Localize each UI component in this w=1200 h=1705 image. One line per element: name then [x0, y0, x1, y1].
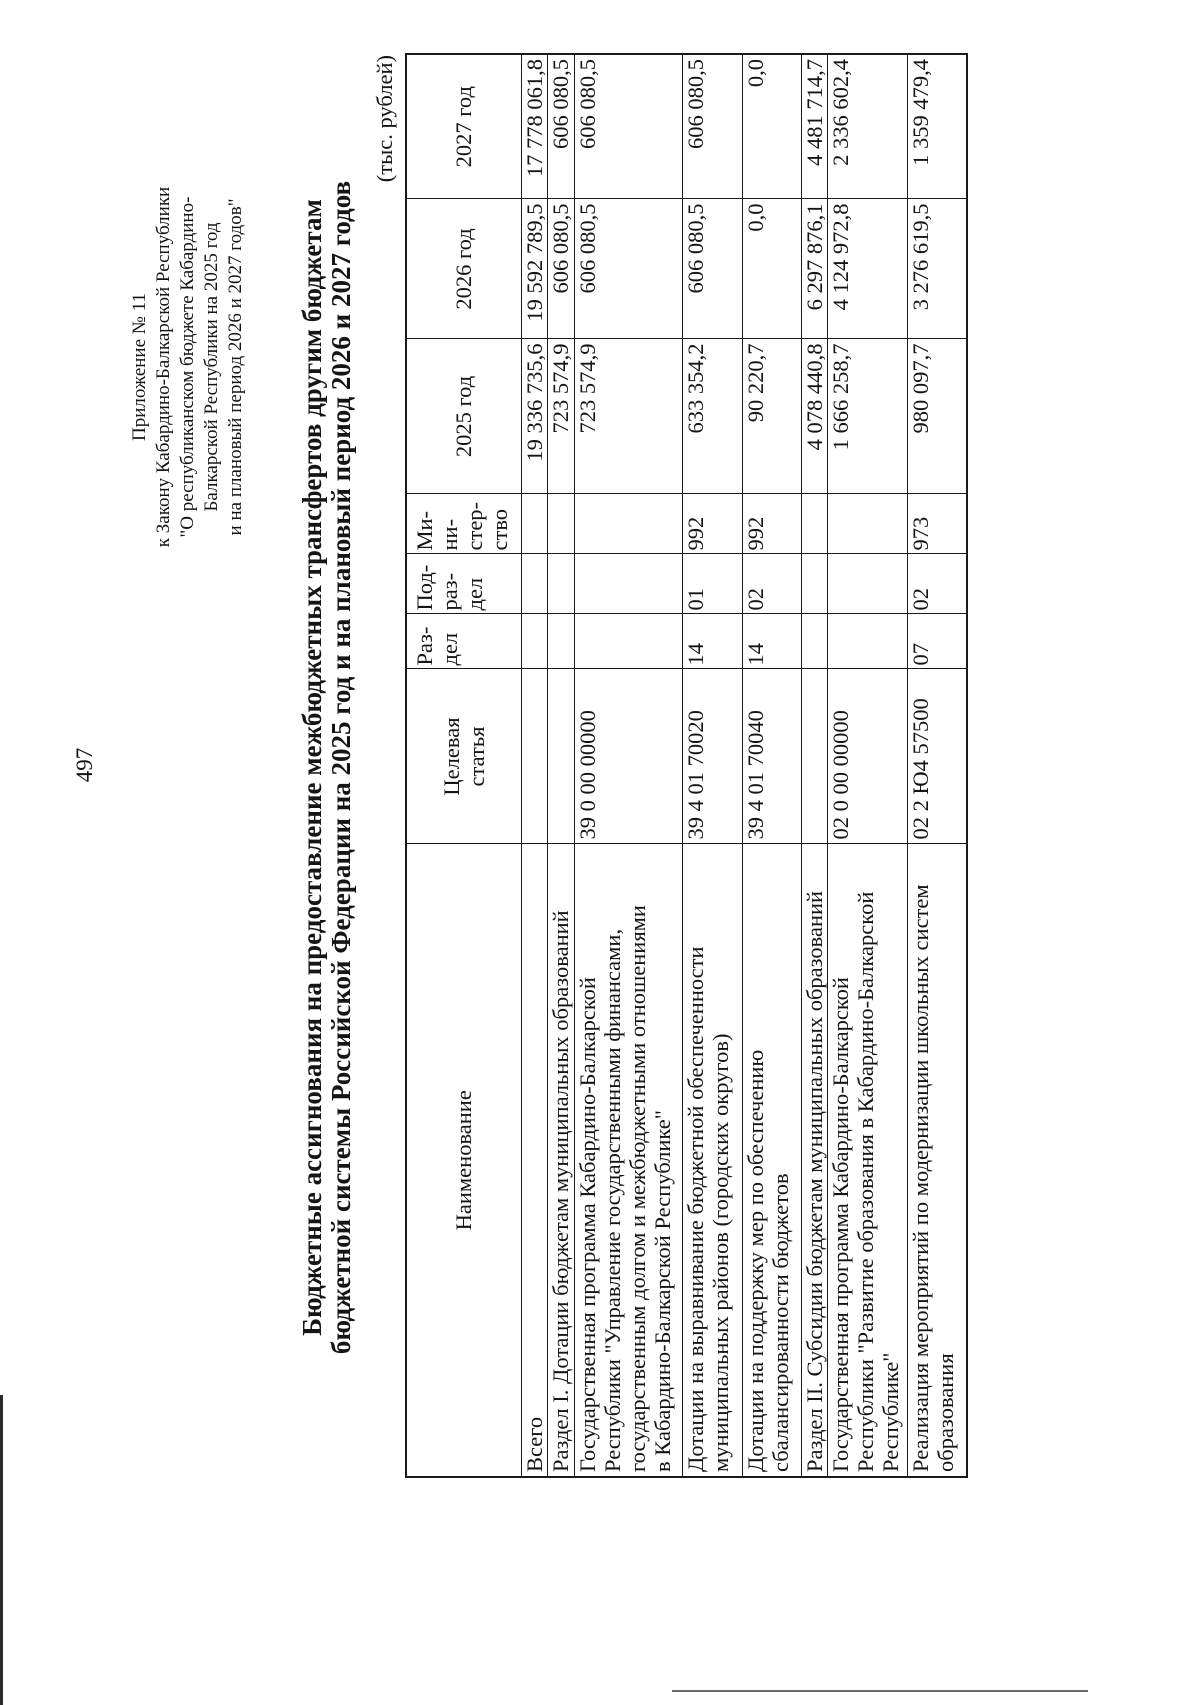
page-number: 497 [72, 747, 97, 783]
header-subsection-line: Под- [412, 564, 437, 611]
cell-ministry [521, 494, 547, 554]
cell-year-2027: 606 080,5 [682, 54, 742, 199]
table-row [682, 54, 742, 1477]
cell-year-2027: 0,0 [742, 54, 801, 199]
table-body [521, 54, 967, 1477]
scan-edge-line [672, 1690, 1088, 1692]
cell-section [827, 614, 907, 669]
cell-year-2026: 606 080,5 [547, 199, 574, 339]
cell-subsection: 01 [682, 554, 742, 614]
cell-year-2025: 723 574,9 [574, 339, 682, 494]
cell-ministry [827, 494, 907, 554]
cell-year-2025: 19 336 735,6 [521, 339, 547, 494]
header-ministry-line: Ми- [412, 510, 437, 551]
header-year-2025 [406, 339, 521, 494]
cell-target-article: 02 0 00 00000 [827, 669, 907, 844]
cell-year-2025: 633 354,2 [682, 339, 742, 494]
header-ministry-line: ни- [437, 518, 462, 551]
header-year-2025-line: 2025 год [451, 375, 477, 458]
header-ministry [406, 494, 521, 554]
cell-year-2026: 0,0 [742, 199, 801, 339]
header-name-line: Наименование [451, 1090, 477, 1231]
table-header-row [406, 54, 521, 1477]
name-line: Дотации на выравнивание бюджетной обеспеченности [682, 946, 708, 1472]
cell-subsection [547, 554, 574, 614]
cell-section [521, 614, 547, 669]
cell-target-article [547, 669, 574, 844]
name-line: в Кабардино-Балкарской Республике" [649, 1110, 675, 1472]
cell-section [547, 614, 574, 669]
table-row [742, 54, 801, 1477]
cell-target-article [801, 669, 827, 844]
header-section-line: Раз- [412, 626, 437, 666]
cell-name [742, 844, 801, 1477]
header-target-article [406, 669, 521, 844]
header-year-2027-line: 2027 год [451, 86, 477, 168]
name-line: муниципальных районов (городских округов) [707, 1033, 733, 1472]
name-line: сбалансированности бюджетов [767, 1173, 793, 1472]
cell-year-2027: 2 336 602,4 [827, 54, 907, 199]
header-year-2026-line: 2026 год [451, 228, 477, 310]
header-section-line: дел [437, 632, 462, 666]
cell-section [801, 614, 827, 669]
header-ministry-line: стер- [462, 501, 487, 551]
header-year-2026 [406, 199, 521, 339]
cell-name [827, 844, 907, 1477]
cell-subsection: 02 [742, 554, 801, 614]
header-target-article-line: статья [463, 726, 489, 787]
cell-year-2025: 980 097,7 [907, 339, 967, 494]
cell-year-2026: 3 276 619,5 [907, 199, 967, 339]
cell-year-2027: 606 080,5 [574, 54, 682, 199]
name-line: Государственная программа Кабардино-Балкарской [827, 977, 853, 1472]
name-line: Всего [521, 1416, 547, 1472]
appendix-line: Приложение № 11 [129, 293, 150, 441]
cell-target-article: 39 0 00 00000 [574, 669, 682, 844]
cell-section [574, 614, 682, 669]
cell-target-article: 02 2 Ю4 57500 [907, 669, 967, 844]
table-head [406, 54, 521, 1477]
cell-year-2025: 723 574,9 [547, 339, 574, 494]
table-row [547, 54, 574, 1477]
cell-year-2025: 1 666 258,7 [827, 339, 907, 494]
table-row [801, 54, 827, 1477]
header-name [406, 844, 521, 1477]
name-line: образования [932, 1353, 958, 1472]
header-year-2027 [406, 54, 521, 199]
cell-ministry [574, 494, 682, 554]
cell-subsection: 02 [907, 554, 967, 614]
table-row [907, 54, 967, 1477]
title-line: бюджетной системы Российской Федерации на 2025 год и на плановый период 2026 и 2027 годов [326, 180, 356, 1355]
cell-ministry [801, 494, 827, 554]
appendix-line: "О республиканском бюджете Кабардино- [177, 196, 198, 538]
cell-ministry [547, 494, 574, 554]
scan-margin-bar [0, 1395, 3, 1705]
cell-name [682, 844, 742, 1477]
title-line: Бюджетные ассигнования на предоставление межбюджетных трансфертов другим бюджетам [297, 199, 327, 1336]
cell-year-2026: 606 080,5 [574, 199, 682, 339]
cell-year-2026: 606 080,5 [682, 199, 742, 339]
cell-ministry: 973 [907, 494, 967, 554]
cell-subsection [827, 554, 907, 614]
cell-name [801, 844, 827, 1477]
cell-year-2026: 6 297 876,1 [801, 199, 827, 339]
cell-target-article: 39 4 01 70040 [742, 669, 801, 844]
cell-year-2027: 17 778 061,8 [521, 54, 547, 199]
name-line: Республики "Развитие образования в Кабардино-Балкарской [852, 891, 878, 1472]
header-subsection-line: раз- [437, 572, 462, 611]
cell-year-2027: 4 481 714,7 [801, 54, 827, 199]
cell-target-article [521, 669, 547, 844]
cell-name [907, 844, 967, 1477]
units-label: (тыс. рублей) [372, 55, 397, 183]
appendix-line: к Закону Кабардино-Балкарской Республики [153, 186, 174, 548]
cell-section: 14 [682, 614, 742, 669]
appendix-line: Балкарской Республики на 2025 год [201, 222, 222, 512]
cell-subsection [574, 554, 682, 614]
cell-target-article: 39 4 01 70020 [682, 669, 742, 844]
cell-name [521, 844, 547, 1477]
name-line: Государственная программа Кабардино-Балкарской [574, 977, 600, 1472]
header-subsection-line: дел [462, 577, 487, 611]
table-row [827, 54, 907, 1477]
cell-subsection [801, 554, 827, 614]
cell-name [547, 844, 574, 1477]
cell-year-2025: 90 220,7 [742, 339, 801, 494]
cell-year-2025: 4 078 440,8 [801, 339, 827, 494]
name-line: Раздел I. Дотации бюджетам муниципальных образований [547, 910, 573, 1472]
header-ministry-line: ство [487, 508, 512, 551]
name-line: государственным долгом и межбюджетными отношениями [624, 905, 650, 1472]
header-section [406, 614, 521, 669]
table-row [521, 54, 547, 1477]
cell-section: 14 [742, 614, 801, 669]
cell-year-2026: 19 592 789,5 [521, 199, 547, 339]
header-target-article-line: Целевая [438, 717, 464, 796]
name-line: Республике" [877, 1352, 903, 1472]
cell-year-2027: 606 080,5 [547, 54, 574, 199]
cell-year-2026: 4 124 972,8 [827, 199, 907, 339]
appendix-header [128, 117, 248, 617]
budget-table [405, 53, 968, 1478]
cell-ministry: 992 [682, 494, 742, 554]
header-subsection [406, 554, 521, 614]
document-title [298, 30, 356, 1505]
cell-name [574, 844, 682, 1477]
cell-section: 07 [907, 614, 967, 669]
cell-subsection [521, 554, 547, 614]
name-line: Раздел II. Субсидии бюджетам муниципальных образований [801, 890, 827, 1472]
appendix-line: и на плановый период 2026 и 2027 годов" [225, 198, 246, 536]
name-line: Республики "Управление государственными финансами, [599, 928, 625, 1472]
table-row [574, 54, 682, 1477]
name-line: Дотации на поддержку мер по обеспечению [742, 1049, 768, 1472]
cell-ministry: 992 [742, 494, 801, 554]
cell-year-2027: 1 359 479,4 [907, 54, 967, 199]
name-line: Реализация мероприятий по модернизации школьных систем [907, 884, 933, 1472]
